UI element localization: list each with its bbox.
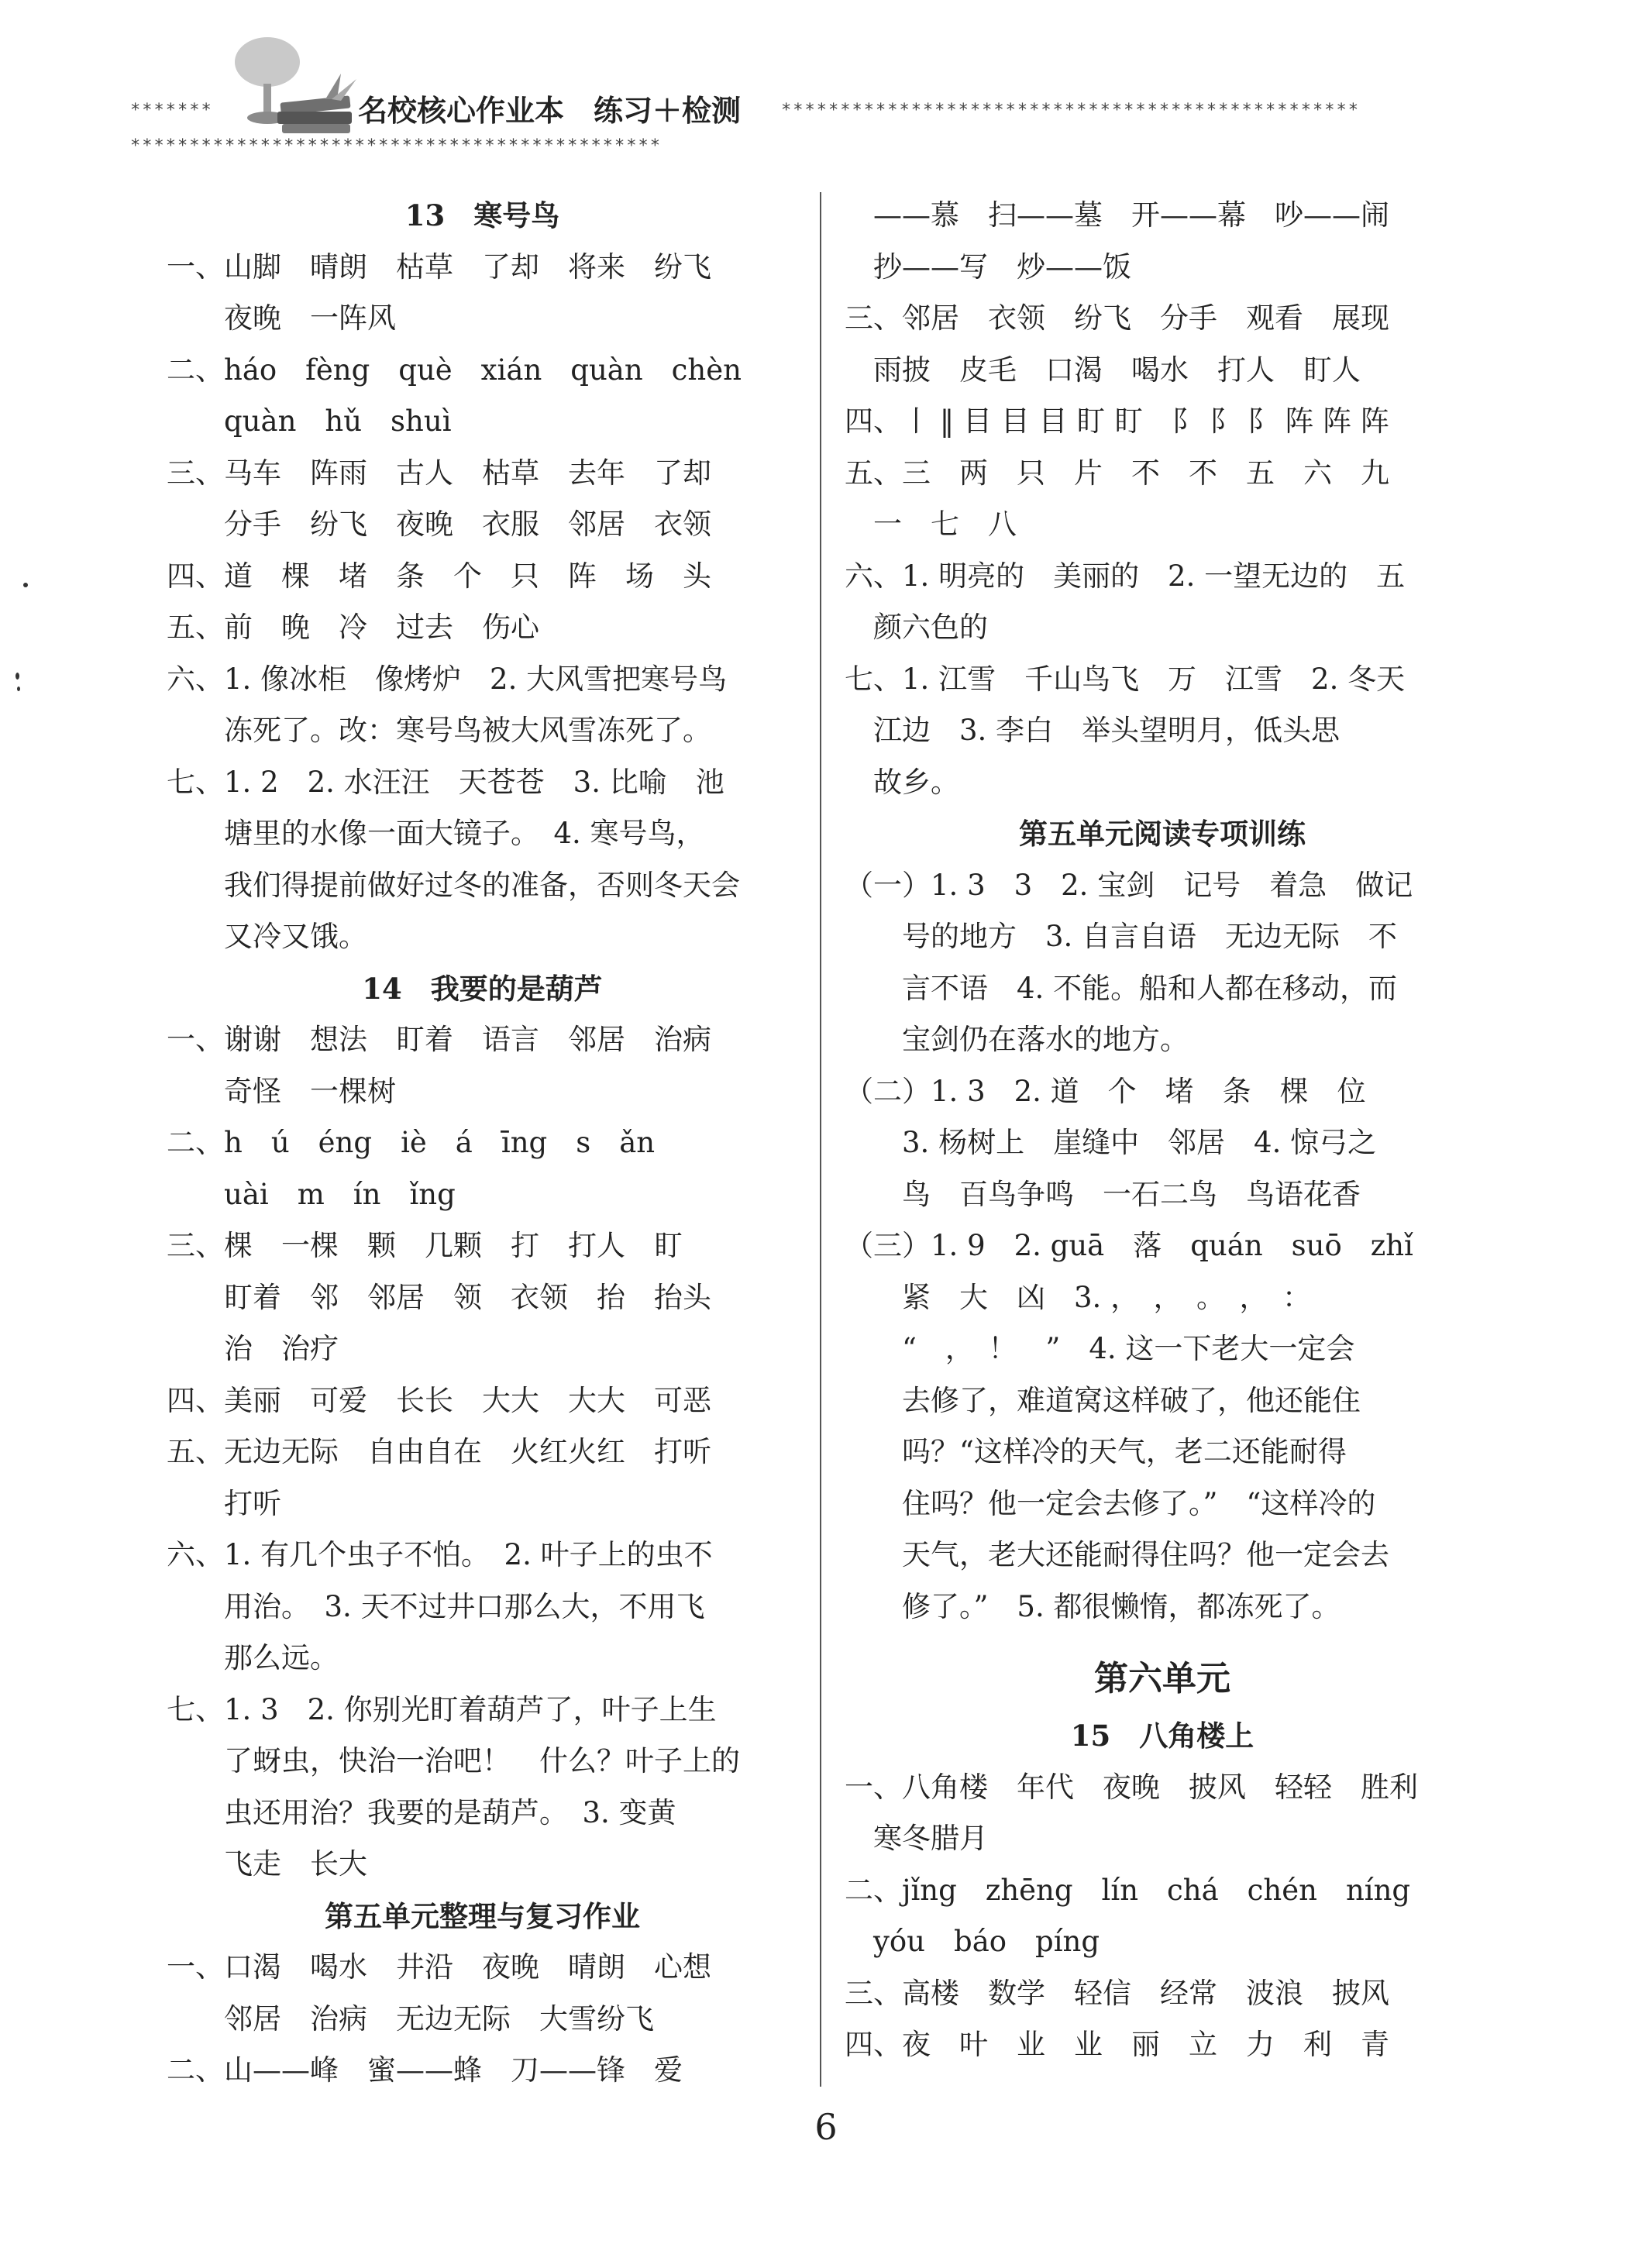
section-heading: 15 八角楼上	[1070, 1719, 1254, 1753]
header-dots-right: *************************************************	[781, 101, 1361, 120]
section-heading: 第五单元整理与复习作业	[325, 1898, 640, 1933]
page-header	[0, 0, 1652, 155]
answer-line: 五、无边无际 自由自在 火红火红 打听	[167, 1435, 711, 1468]
column-divider	[820, 192, 821, 2087]
margin-speck	[17, 687, 20, 691]
answer-line: “ ， ！ ” 4. 这一下老大一定会	[845, 1332, 1355, 1365]
answer-line: 二、山——峰 蜜——蜂 刀——锋 爱	[167, 2053, 683, 2087]
answer-line: 五、三 两 只 片 不 不 五 六 九	[845, 456, 1389, 490]
answer-line: 鸟 百鸟争鸣 一石二鸟 鸟语花香	[845, 1177, 1361, 1211]
answer-line: 雨披 皮毛 口渴 喝水 打人 盯人	[845, 353, 1361, 387]
answer-line: 江边 3. 李白 举头望明月，低头思	[845, 714, 1341, 747]
answer-line: quàn hǔ shuì	[167, 404, 452, 438]
answer-line: 七、1. 2 2. 水汪汪 天苍苍 3. 比喻 池	[167, 765, 724, 799]
answer-line: 去修了，难道窝这样破了，他还能住	[845, 1383, 1361, 1417]
answer-line: 三、高楼 数学 轻信 经常 波浪 披风	[845, 1976, 1389, 2010]
answer-line: 六、1. 明亮的 美丽的 2. 一望无边的 五	[845, 559, 1406, 593]
answer-line: 天气，老大还能耐得住吗？他一定会去	[845, 1538, 1389, 1571]
answer-line: 一、八角楼 年代 夜晚 披风 轻轻 胜利	[845, 1770, 1418, 1804]
answer-line: 抄——写 炒——饭	[845, 250, 1131, 284]
margin-speck	[23, 583, 28, 587]
answer-line: 虫还用治？我要的是葫芦。 3. 变黄	[167, 1795, 676, 1829]
answer-line: 宝剑仍在落水的地方。	[845, 1023, 1189, 1056]
answer-line: 修了。” 5. 都很懒惰，都冻死了。	[845, 1589, 1341, 1623]
answer-line: 用治。 3. 天不过井口那么大，不用飞	[167, 1589, 705, 1623]
answer-line: 紧 大 凶 3. ， ， 。 ， ：	[845, 1280, 1312, 1314]
header-dots-row2: *********************************************	[130, 136, 663, 156]
lamp-and-books-icon	[225, 31, 364, 139]
section-heading: 14 我要的是葫芦	[362, 971, 603, 1006]
answer-line: 一、山脚 晴朗 枯草 了却 将来 纷飞	[167, 250, 711, 284]
answer-line: 那么远。	[167, 1641, 339, 1674]
answer-line: 吗？“这样冷的天气，老二还能耐得	[845, 1435, 1347, 1468]
answer-line: 寒冬腊月	[845, 1822, 988, 1855]
answer-line: 一、谢谢 想法 盯着 语言 邻居 治病	[167, 1023, 711, 1056]
answer-line: 四、夜 叶 业 业 丽 立 力 利 青	[845, 2028, 1389, 2061]
book-title: 名校核心作业本 练习＋检测	[358, 94, 742, 128]
answer-line: 六、1. 有几个虫子不怕。 2. 叶子上的虫不	[167, 1538, 713, 1571]
answer-line: 四、美丽 可爱 长长 大大 大大 可恶	[167, 1383, 711, 1417]
right-column	[845, 190, 1480, 2071]
left-column	[167, 190, 798, 2097]
section-heading: 第五单元阅读专项训练	[1019, 817, 1306, 851]
margin-speck	[15, 673, 19, 680]
answer-line: 塘里的水像一面大镜子。 4. 寒号鸟，	[167, 817, 705, 850]
answer-line: 二、h ú éng iè á īng s ǎn	[167, 1126, 656, 1159]
answer-line: 飞走 长大	[167, 1847, 367, 1881]
answer-line: 盯着 邻 邻居 领 衣领 抬 抬头	[167, 1280, 711, 1314]
answer-line: ——慕 扫——墓 开——幕 吵——闹	[845, 198, 1389, 232]
answer-line: 冻死了。改：寒号鸟被大风雪冻死了。	[167, 714, 711, 747]
answer-line: 三、马车 阵雨 古人 枯草 去年 了却	[167, 456, 711, 490]
answer-line: 二、jǐng zhēng lín chá chén níng	[845, 1873, 1411, 1907]
answer-line: 二、háo fèng què xián quàn chèn	[167, 353, 742, 387]
answer-line: 一、口渴 喝水 井沿 夜晚 晴朗 心想	[167, 1950, 711, 1984]
answer-line: 四、丨 ‖ 目 目 目 盯 盯 阝 阝 阝 阵 阵 阵	[845, 404, 1389, 438]
answer-line: 七、1. 江雪 千山鸟飞 万 江雪 2. 冬天	[845, 662, 1406, 696]
answer-line: 一 七 八	[845, 508, 1017, 541]
answer-line: 分手 纷飞 夜晚 衣服 邻居 衣领	[167, 508, 711, 541]
answer-line: 五、前 晚 冷 过去 伤心	[167, 611, 539, 644]
answer-line: 六、1. 像冰柜 像烤炉 2. 大风雪把寒号鸟	[167, 662, 728, 696]
answer-line: 住吗？他一定会去修了。” “这样冷的	[845, 1486, 1376, 1520]
answer-line: 打听	[167, 1486, 281, 1520]
answer-line: uài m ín ǐng	[167, 1177, 456, 1211]
section-heading: 13 寒号鸟	[404, 198, 560, 232]
answer-line: 故乡。	[845, 765, 959, 799]
page-number: 6	[814, 2106, 838, 2148]
answer-line: 治 治疗	[167, 1332, 339, 1365]
answer-line: 我们得提前做好过冬的准备，否则冬天会	[167, 868, 740, 902]
answer-line: 邻居 治病 无边无际 大雪纷飞	[167, 2001, 654, 2036]
answer-line: yóu báo píng	[845, 1925, 1100, 1958]
header-dots-left: *******	[130, 101, 213, 120]
answer-line: 奇怪 一棵树	[167, 1074, 396, 1108]
answer-line: 七、1. 3 2. 你别光盯着葫芦了，叶子上生	[167, 1692, 717, 1726]
unit-heading: 第六单元	[1094, 1659, 1230, 1698]
answer-line: 三、棵 一棵 颗 几颗 打 打人 盯	[167, 1229, 683, 1262]
answer-line: 了蚜虫，快治一治吧！ 什么？叶子上的	[167, 1744, 740, 1777]
answer-line: 又冷又饿。	[167, 920, 367, 953]
answer-line: 颜六色的	[845, 611, 988, 644]
answer-line: 夜晚 一阵风	[167, 301, 396, 335]
answer-line: （三）1. 9 2. guā 落 quán suō zhǐ	[845, 1229, 1413, 1262]
answer-line: 言不语 4. 不能。船和人都在移动，而	[845, 971, 1398, 1005]
answer-line: 三、邻居 衣领 纷飞 分手 观看 展现	[845, 301, 1389, 335]
answer-line: 四、道 棵 堵 条 个 只 阵 场 头	[167, 559, 711, 593]
answer-line: （一）1. 3 3 2. 宝剑 记号 着急 做记	[845, 868, 1413, 902]
answer-line: 号的地方 3. 自言自语 无边无际 不	[845, 920, 1398, 953]
answer-line: 3. 杨树上 崖缝中 邻居 4. 惊弓之	[845, 1126, 1377, 1159]
answer-line: （二）1. 3 2. 道 个 堵 条 棵 位	[845, 1074, 1366, 1108]
